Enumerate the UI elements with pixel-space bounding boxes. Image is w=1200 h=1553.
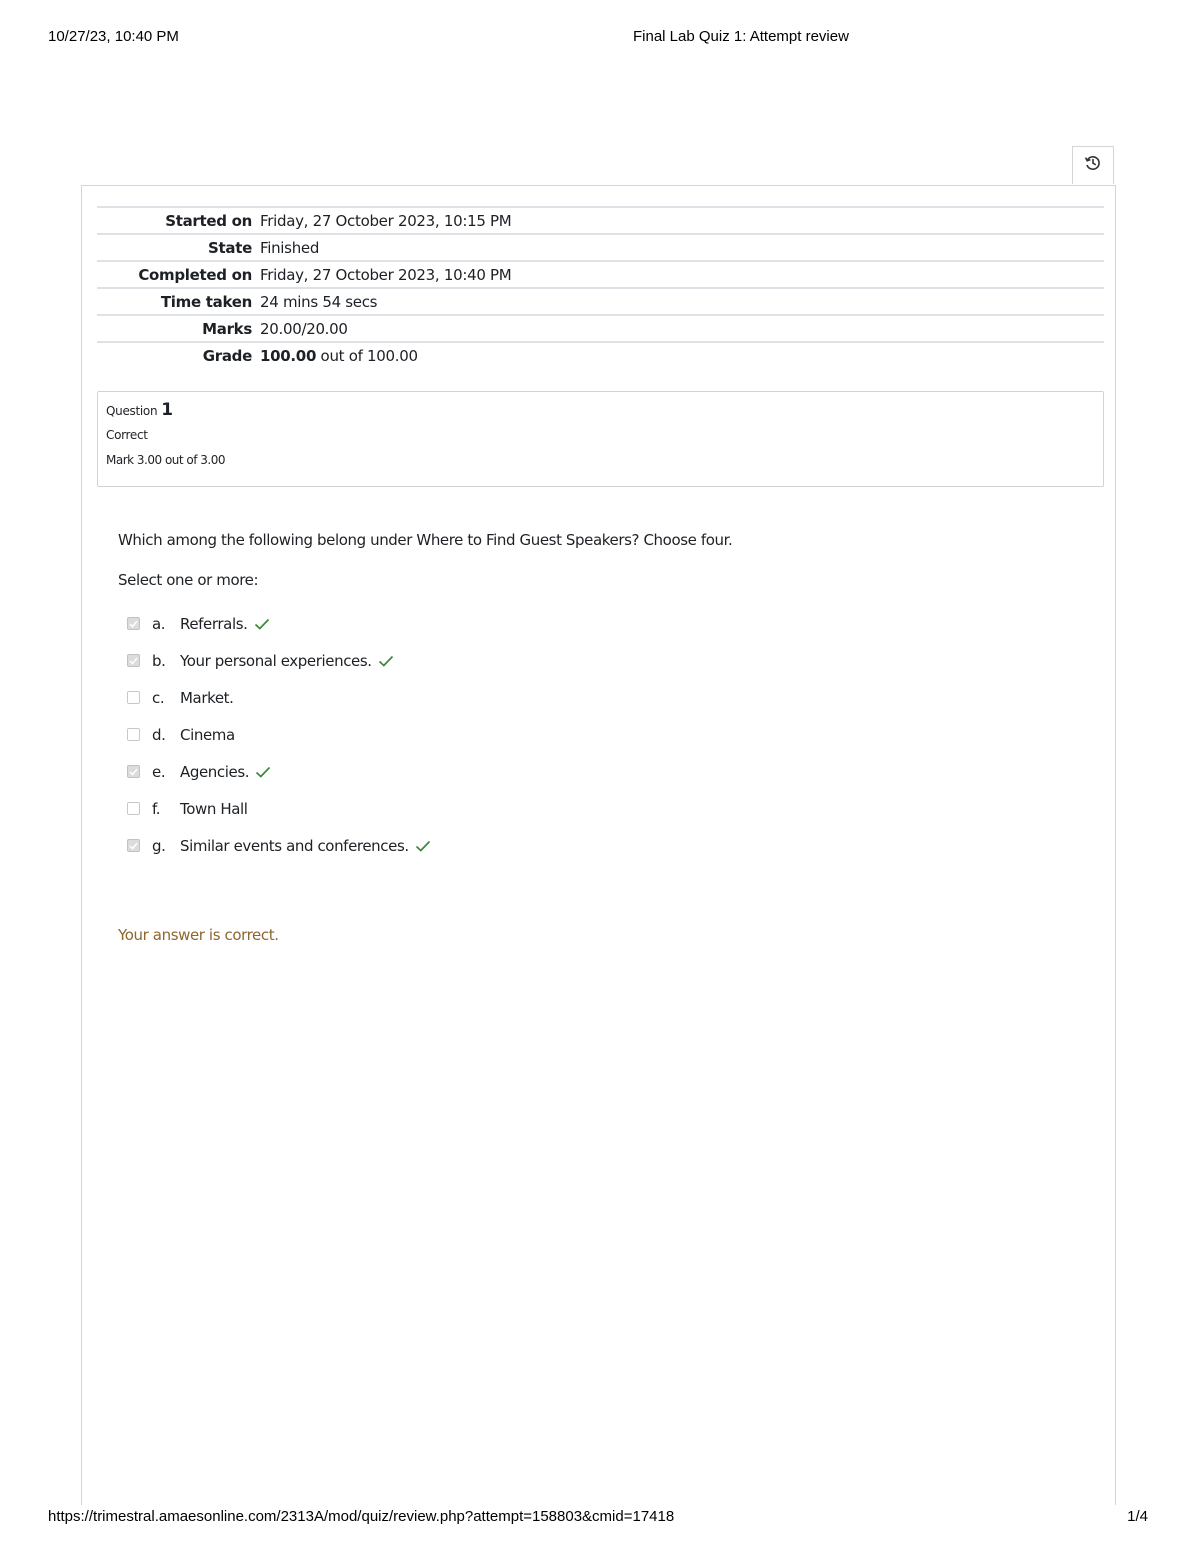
question-mark: Mark 3.00 out of 3.00 [106, 453, 226, 467]
answer-checkbox[interactable] [127, 617, 140, 630]
attempt-summary-table [97, 206, 1104, 368]
summary-label: State [208, 239, 252, 257]
history-icon [1083, 153, 1103, 178]
answer-text: Referrals. [180, 614, 248, 633]
answer-letter: c. [152, 688, 165, 707]
answer-option [118, 790, 1078, 827]
answer-checkbox[interactable] [127, 728, 140, 741]
grade-value: 100.00 [260, 347, 317, 365]
correct-check-icon [254, 618, 270, 630]
summary-label: Grade [202, 347, 252, 365]
print-footer [48, 1508, 1148, 1528]
summary-value: Friday, 27 October 2023, 10:40 PM [260, 266, 512, 284]
summary-label: Completed on [138, 266, 252, 284]
answer-checkbox[interactable] [127, 654, 140, 667]
question-content [118, 531, 1078, 944]
question-state: Correct [106, 428, 148, 442]
summary-value: 20.00/20.00 [260, 320, 348, 338]
answer-text: Town Hall [180, 799, 248, 818]
summary-row [97, 288, 1104, 315]
answer-option [118, 642, 1078, 679]
answer-feedback: Your answer is correct. [118, 926, 279, 944]
answer-letter: b. [152, 651, 166, 670]
print-url: https://trimestral.amaesonline.com/2313A/mod/quiz/review.php?attempt=158803&cmid=17418 [48, 1508, 675, 1525]
answer-checkbox[interactable] [127, 765, 140, 778]
summary-value: Friday, 27 October 2023, 10:15 PM [260, 212, 512, 230]
summary-label: Marks [202, 320, 252, 338]
answer-checkbox[interactable] [127, 839, 140, 852]
question-number-value: 1 [161, 400, 173, 420]
summary-value [260, 342, 1104, 368]
summary-row [97, 261, 1104, 288]
summary-row [97, 234, 1104, 261]
answer-checkbox[interactable] [127, 802, 140, 815]
question-number: Question 1 [106, 400, 173, 420]
correct-check-icon [415, 840, 431, 852]
answer-option [118, 605, 1078, 642]
history-toggle-button[interactable] [1072, 146, 1114, 184]
print-page-title: Final Lab Quiz 1: Attempt review [633, 28, 849, 45]
attempt-review-card [81, 185, 1116, 1505]
answer-text: Agencies. [180, 762, 250, 781]
summary-row-grade [97, 342, 1104, 368]
answer-text: Cinema [180, 725, 235, 744]
summary-row [97, 315, 1104, 342]
answer-option [118, 753, 1078, 790]
summary-label: Time taken [160, 293, 252, 311]
answer-text: Market. [180, 688, 234, 707]
summary-value: 24 mins 54 secs [260, 293, 378, 311]
print-header [48, 28, 1152, 48]
summary-value: Finished [260, 239, 320, 257]
answer-letter: d. [152, 725, 166, 744]
answer-text: Similar events and conferences. [180, 836, 409, 855]
grade-suffix: out of 100.00 [316, 347, 418, 365]
answer-checkbox[interactable] [127, 691, 140, 704]
question-info-box [97, 391, 1104, 487]
print-page-number: 1/4 [1127, 1508, 1148, 1525]
summary-label: Started on [165, 212, 252, 230]
question-text: Which among the following belong under Where to Find Guest Speakers? Choose four. [118, 531, 733, 549]
answer-letter: f. [152, 799, 161, 818]
correct-check-icon [255, 766, 271, 778]
answer-option [118, 716, 1078, 753]
answer-letter: e. [152, 762, 166, 781]
answer-prompt: Select one or more: [118, 571, 259, 589]
summary-row [97, 207, 1104, 234]
correct-check-icon [378, 655, 394, 667]
answer-option [118, 679, 1078, 716]
print-date: 10/27/23, 10:40 PM [48, 28, 179, 45]
answer-list [118, 605, 1078, 864]
answer-option [118, 827, 1078, 864]
answer-letter: a. [152, 614, 166, 633]
answer-text: Your personal experiences. [180, 651, 372, 670]
answer-letter: g. [152, 836, 166, 855]
